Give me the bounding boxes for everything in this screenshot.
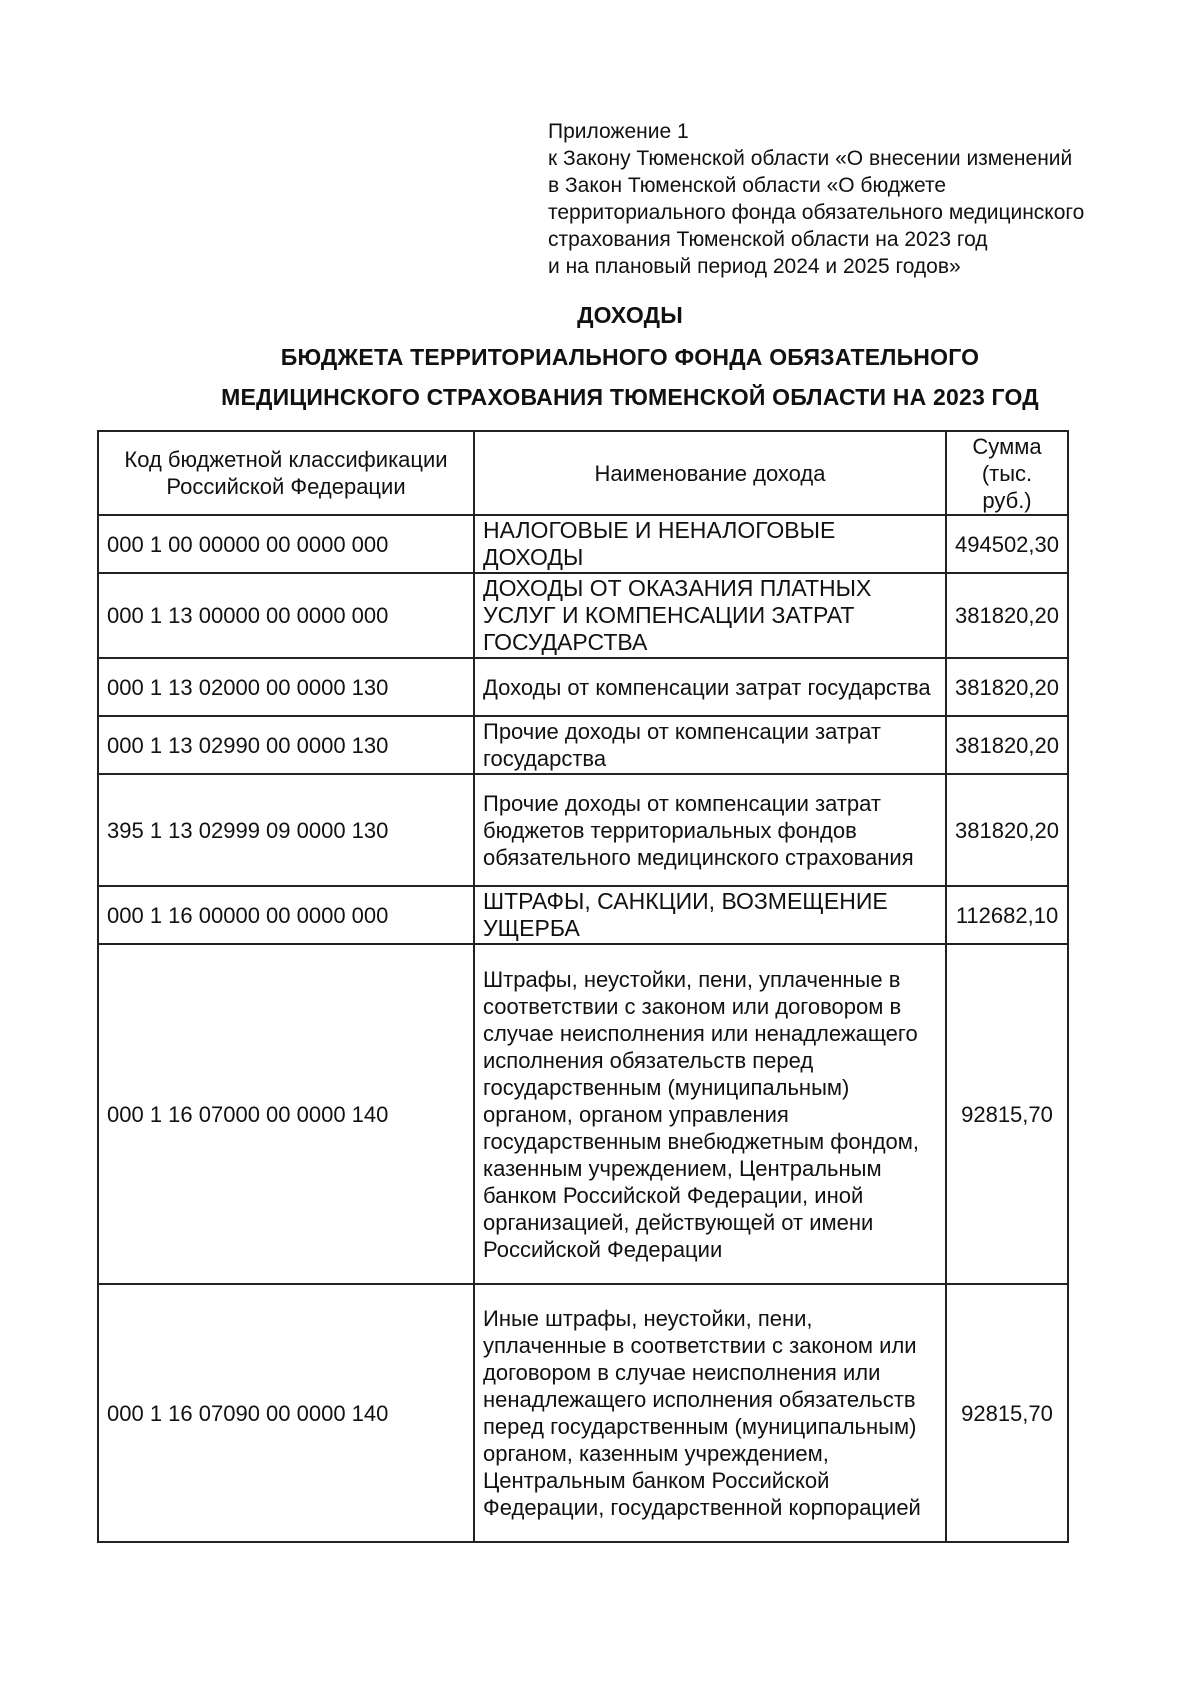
row-name: Прочие доходы от компенсации затрат государства	[474, 716, 946, 774]
table-row	[98, 573, 1068, 658]
row-sum: 112682,10	[946, 886, 1068, 944]
row-name: Прочие доходы от компенсации затрат бюджетов территориальных фондов обязательного медицинского страхования	[474, 774, 946, 886]
row-name: НАЛОГОВЫЕ И НЕНАЛОГОВЫЕ ДОХОДЫ	[474, 515, 946, 573]
row-name: ДОХОДЫ ОТ ОКАЗАНИЯ ПЛАТНЫХ УСЛУГ И КОМПЕНСАЦИИ ЗАТРАТ ГОСУДАРСТВА	[474, 573, 946, 658]
row-sum: 92815,70	[946, 944, 1068, 1284]
row-code: 000 1 16 07090 00 0000 140	[98, 1284, 474, 1542]
header-sum: Сумма (тыс. руб.)	[946, 431, 1068, 515]
document-subtitle-line-2: МЕДИЦИНСКОГО СТРАХОВАНИЯ ТЮМЕНСКОЙ ОБЛАСТИ НА 2023 ГОД	[221, 384, 1039, 410]
document-subtitle-line-1: БЮДЖЕТА ТЕРРИТОРИАЛЬНОГО ФОНДА ОБЯЗАТЕЛЬНОГО	[280, 344, 980, 370]
income-table	[97, 430, 1069, 1543]
header-name: Наименование дохода	[474, 431, 946, 515]
table-row	[98, 774, 1068, 886]
table-header-row	[98, 431, 1068, 515]
row-code: 000 1 16 00000 00 0000 000	[98, 886, 474, 944]
row-code: 000 1 00 00000 00 0000 000	[98, 515, 474, 573]
row-sum: 381820,20	[946, 716, 1068, 774]
annex-line: страхования Тюменской области на 2023 год	[548, 228, 988, 251]
row-code: 000 1 13 02990 00 0000 130	[98, 716, 474, 774]
row-sum: 381820,20	[946, 573, 1068, 658]
table-row	[98, 515, 1068, 573]
document-title: ДОХОДЫ	[577, 302, 683, 328]
row-code: 000 1 13 02000 00 0000 130	[98, 658, 474, 716]
row-code: 000 1 13 00000 00 0000 000	[98, 573, 474, 658]
row-sum: 92815,70	[946, 1284, 1068, 1542]
table-row	[98, 658, 1068, 716]
header-code: Код бюджетной классификации Российской Федерации	[98, 431, 474, 515]
annex-line: Приложение 1	[548, 120, 689, 143]
annex-block	[548, 118, 1188, 280]
table-row	[98, 944, 1068, 1284]
row-name: Доходы от компенсации затрат государства	[474, 658, 946, 716]
row-name: Иные штрафы, неустойки, пени, уплаченные в соответствии с законом или договором в случае неисполнения или ненадлежащего исполнения обязательств перед государственным (муниципальным) органом, казенным учреждением, Центральным банком Российской Федерации, государственной корпорацией	[474, 1284, 946, 1542]
annex-line: и на плановый период 2024 и 2025 годов»	[548, 255, 961, 278]
row-code: 000 1 16 07000 00 0000 140	[98, 944, 474, 1284]
annex-line: к Закону Тюменской области «О внесении изменений	[548, 147, 1073, 170]
row-code: 395 1 13 02999 09 0000 130	[98, 774, 474, 886]
row-sum: 381820,20	[946, 774, 1068, 886]
row-sum: 494502,30	[946, 515, 1068, 573]
row-sum: 381820,20	[946, 658, 1068, 716]
row-name: Штрафы, неустойки, пени, уплаченные в соответствии с законом или договором в случае неисполнения или ненадлежащего исполнения обязательств перед государственным (муниципальным) органом, органом управления государственным внебюджетным фондом, казенным учреждением, Центральным банком Российской Федерации, иной организацией, действующей от имени Российской Федерации	[474, 944, 946, 1284]
table-row	[98, 886, 1068, 944]
row-name: ШТРАФЫ, САНКЦИИ, ВОЗМЕЩЕНИЕ УЩЕРБА	[474, 886, 946, 944]
table-row	[98, 716, 1068, 774]
annex-line: территориального фонда обязательного медицинского	[548, 201, 1085, 224]
table-row	[98, 1284, 1068, 1542]
annex-line: в Закон Тюменской области «О бюджете	[548, 174, 947, 197]
